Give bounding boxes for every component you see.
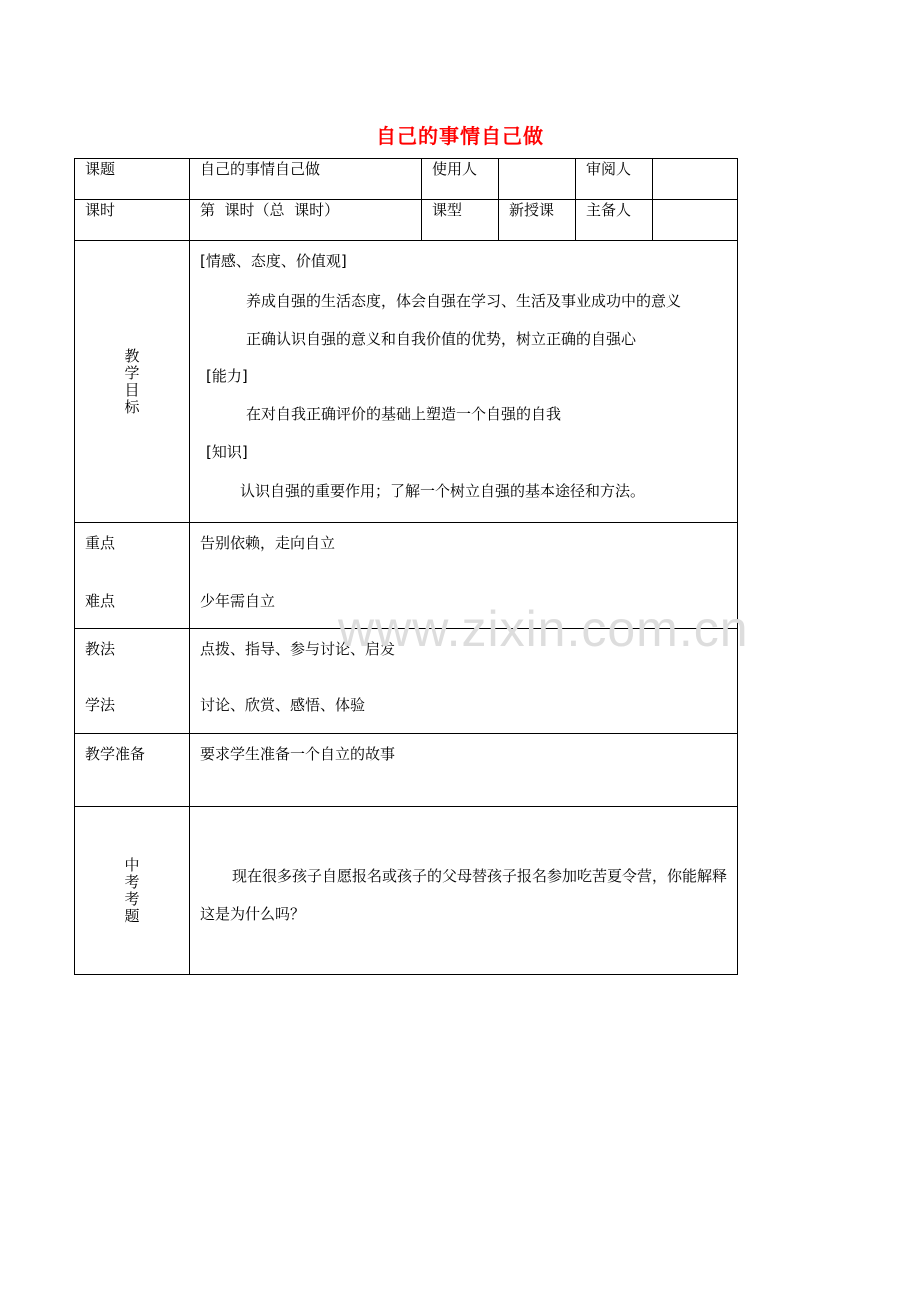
objectives-label-cell — [75, 241, 190, 523]
row-objectives — [75, 241, 738, 523]
ability-heading: [能力] — [206, 367, 248, 385]
row-topic — [75, 159, 738, 200]
exam-label-cell — [75, 807, 190, 975]
learning-method-label: 学法 — [85, 696, 116, 714]
teaching-method-value: 点拨、指导、参与讨论、启发 — [200, 640, 396, 658]
emotion-item: 养成自强的生活态度，体会自强在学习、生活及事业成功中的意义 — [246, 292, 682, 310]
learning-method-value: 讨论、欣赏、感悟、体验 — [200, 696, 366, 714]
row-exam — [75, 807, 738, 975]
reviewer-value — [653, 159, 738, 200]
exam-label: 中考考题 — [124, 856, 140, 925]
user-label: 使用人 — [422, 159, 499, 200]
key-value: 告别依赖，走向自立 — [200, 534, 336, 552]
topic-value: 自己的事情自己做 — [190, 159, 422, 200]
key-labels-cell — [75, 523, 190, 629]
objectives-content — [190, 241, 738, 523]
objectives-label: 教学目标 — [124, 346, 140, 416]
ability-item: 在对自我正确评价的基础上塑造一个自强的自我 — [246, 405, 562, 423]
method-values-cell — [190, 629, 738, 734]
knowledge-item: 认识自强的重要作用；了解一个树立自强的基本途径和方法。 — [240, 482, 646, 500]
watermark: www.zixin.com.cn — [338, 601, 749, 657]
reviewer-label: 审阅人 — [576, 159, 653, 200]
type-label: 课型 — [422, 200, 499, 241]
teaching-method-label: 教法 — [85, 640, 116, 658]
period-label: 课时 — [75, 200, 190, 241]
preparer-value — [653, 200, 738, 241]
method-labels-cell — [75, 629, 190, 734]
preparation-value: 要求学生准备一个自立的故事 — [190, 734, 738, 807]
preparer-label: 主备人 — [576, 200, 653, 241]
emotion-item: 正确认识自强的意义和自我价值的优势，树立正确的自强心 — [246, 330, 637, 348]
difficult-label: 难点 — [85, 592, 116, 610]
row-preparation — [75, 734, 738, 807]
key-values-cell — [190, 523, 738, 629]
key-label: 重点 — [85, 534, 116, 552]
preparation-label: 教学准备 — [75, 734, 190, 807]
emotion-heading: [情感、态度、价值观] — [200, 252, 347, 270]
knowledge-heading: [知识] — [206, 443, 248, 461]
exam-question: 现在很多孩子自愿报名或孩子的父母替孩子报名参加吃苦夏令营，你能解释这是为什么吗？ — [190, 807, 738, 975]
type-value: 新授课 — [499, 200, 576, 241]
period-value: 第 课时（总 课时） — [190, 200, 422, 241]
difficult-value: 少年需自立 — [200, 592, 276, 610]
lesson-plan-table — [74, 158, 738, 975]
page-title: 自己的事情自己做 — [376, 124, 544, 148]
row-key-points — [75, 523, 738, 629]
row-methods — [75, 629, 738, 734]
user-value — [499, 159, 576, 200]
row-period — [75, 200, 738, 241]
topic-label: 课题 — [75, 159, 190, 200]
